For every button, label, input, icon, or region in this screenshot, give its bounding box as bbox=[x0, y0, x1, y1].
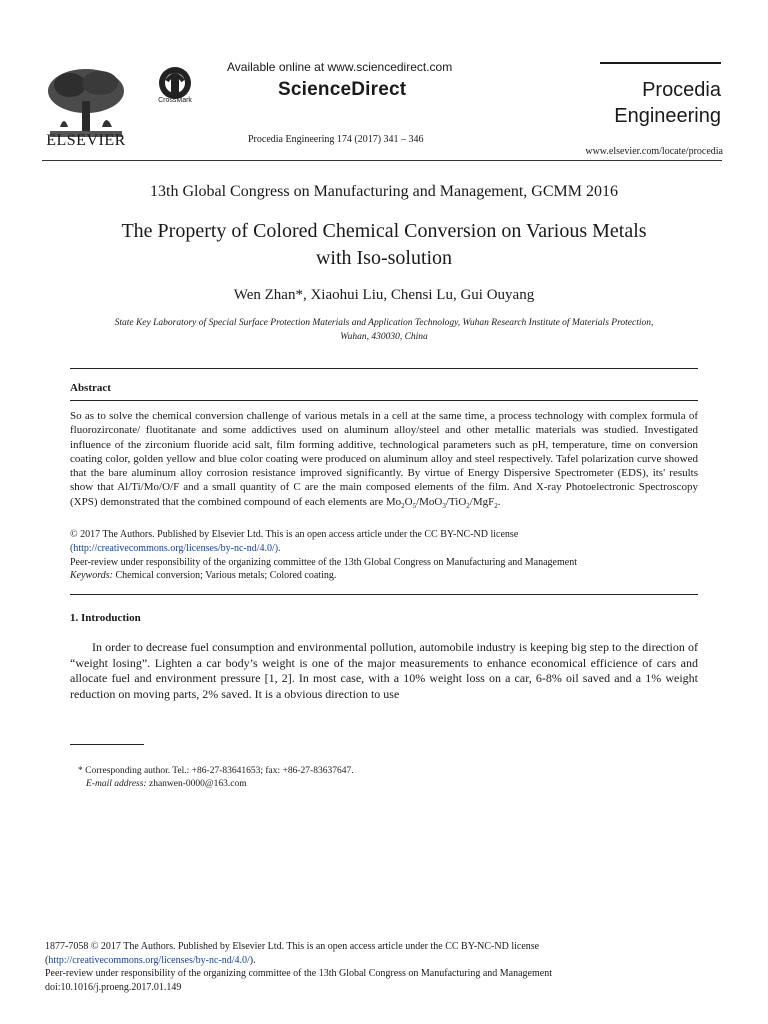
paper-title bbox=[60, 218, 708, 272]
formula-part: /MoO bbox=[416, 495, 443, 508]
formula-sub: 2 bbox=[494, 501, 498, 510]
copyright-line: © 2017 The Authors. Published by Elsevier Ltd. This is an open access article under the CC BY-NC-ND license bbox=[70, 529, 519, 540]
journal-title bbox=[600, 77, 721, 129]
formula-sub: 2 bbox=[401, 501, 405, 510]
conference-name: 13th Global Congress on Manufacturing and Management, GCMM 2016 bbox=[150, 183, 618, 200]
keywords-list: Chemical conversion; Various metals; Colored coating. bbox=[112, 570, 337, 581]
footnote-rule bbox=[70, 744, 144, 745]
abstract-heading-rule bbox=[70, 400, 698, 401]
formula-part: /TiO bbox=[445, 495, 467, 508]
abstract-heading: Abstract bbox=[70, 382, 111, 394]
header-divider bbox=[42, 160, 722, 161]
formula-part: /MgF bbox=[469, 495, 495, 508]
formula-sub: 5 bbox=[412, 501, 417, 510]
journal-top-rule bbox=[600, 62, 721, 64]
corresponding-author: * Corresponding author. Tel.: +86-27-83641653; fax: +86-27-83637647. bbox=[78, 766, 354, 776]
footer-license-line: 1877-7058 © 2017 The Authors. Published by Elsevier Ltd. This is an open access article under the CC BY-NC-ND license bbox=[45, 941, 540, 952]
copyright-block bbox=[70, 528, 698, 570]
abstract-bottom-rule bbox=[70, 594, 698, 595]
publisher-name: ELSEVIER bbox=[46, 132, 126, 149]
journal-url[interactable]: www.elsevier.com/locate/procedia bbox=[585, 146, 723, 157]
footer-paren: ( bbox=[45, 954, 49, 966]
paper-title-line1: The Property of Colored Chemical Conversion on Various Metals bbox=[121, 220, 647, 242]
sciencedirect-logo-text[interactable]: ScienceDirect bbox=[278, 79, 407, 100]
footer-license bbox=[45, 940, 735, 994]
email-address[interactable]: zhanwen-0000@163.com bbox=[146, 779, 247, 789]
license-link[interactable]: (http://creativecommons.org/licenses/by-nc-nd/4.0/). bbox=[70, 543, 281, 554]
journal-title-line2: Engineering bbox=[614, 105, 721, 127]
footer-paren: ). bbox=[249, 954, 256, 966]
journal-title-line1: Procedia bbox=[642, 79, 721, 101]
affiliation bbox=[60, 316, 708, 344]
email-label: E-mail address: bbox=[86, 779, 147, 789]
keywords-label: Keywords: bbox=[70, 570, 113, 581]
compound-formula bbox=[386, 496, 501, 508]
doi[interactable]: doi:10.1016/j.proeng.2017.01.149 bbox=[45, 981, 182, 993]
formula-part: Mo bbox=[385, 495, 402, 508]
footer-peer-review: Peer-review under responsibility of the organizing committee of the 13th Global Congress on Manufacturing and Management bbox=[45, 968, 552, 979]
journal-citation: Procedia Engineering 174 (2017) 341 – 346 bbox=[248, 134, 424, 145]
introduction-paragraph: In order to decrease fuel consumption and environmental pollution, automobile industry is keeping big step to the direction of “weight losing”. Lighten a car body’s weight is one of the major measurements to enhance economical efficience of cars and allocate fuel and environment pressure [1, 2]. In most case, with a 10% weight loss on a car, 6-8% oil saved and a 1% weight reduction on moving parts, 2% saved. It is a obvious direction to use bbox=[70, 640, 698, 701]
formula-part: . bbox=[497, 495, 501, 508]
section-heading-introduction: 1. Introduction bbox=[70, 612, 141, 624]
affiliation-line1: State Key Laboratory of Special Surface Protection Materials and Application Technology, Wuhan Research Institute of Materials Protection, bbox=[114, 318, 654, 328]
footnote bbox=[78, 765, 678, 791]
formula-sub: 2 bbox=[466, 501, 470, 510]
formula-sub: 3 bbox=[442, 501, 446, 510]
abstract-text-main: So as to solve the chemical conversion challenge of various metals in a cell at the same time, a process technology with complex formula of fluorozirconate/ fluotitanate and some addictives used on aluminum alloy/steel and other metallic materials was studied. Investigated influence of the zirconium fluoride acid salt, film forming additive, technological parameters such as pH, temperature, time on conversion coating color, golden yellow and blue color coating were produced on aluminum alloy and steel respectively. Tafel polarization curve showed that the bare aluminum alloy corrosion resistance improved significantly. By virtue of Energy Dispersive Spectrometer (EDS), its' results show that Al/Ti/Mo/O/F and a small quantity of C are the main composed elements of the film. And X-ray Photoelectronic Spectroscopy (XPS) demonstrated that the combined compound of each elements are bbox=[70, 410, 698, 508]
affiliation-line2: Wuhan, 430030, China bbox=[340, 332, 428, 342]
footer-license-link[interactable]: http://creativecommons.org/licenses/by-nc-nd/4.0/ bbox=[48, 954, 250, 966]
paper-title-line2: with Iso-solution bbox=[315, 247, 453, 269]
abstract-top-rule bbox=[70, 368, 698, 369]
crossmark-label: CrossMark bbox=[158, 97, 192, 104]
abstract-text bbox=[70, 409, 698, 513]
formula-part: O bbox=[404, 495, 413, 508]
peer-review-line: Peer-review under responsibility of the organizing committee of the 13th Global Congress on Manufacturing and Management bbox=[70, 557, 577, 568]
available-online-text: Available online at www.sciencedirect.com bbox=[227, 60, 453, 74]
keywords-line bbox=[70, 570, 698, 581]
author-list: Wen Zhan*, Xiaohui Liu, Chensi Lu, Gui Ouyang bbox=[233, 287, 535, 303]
